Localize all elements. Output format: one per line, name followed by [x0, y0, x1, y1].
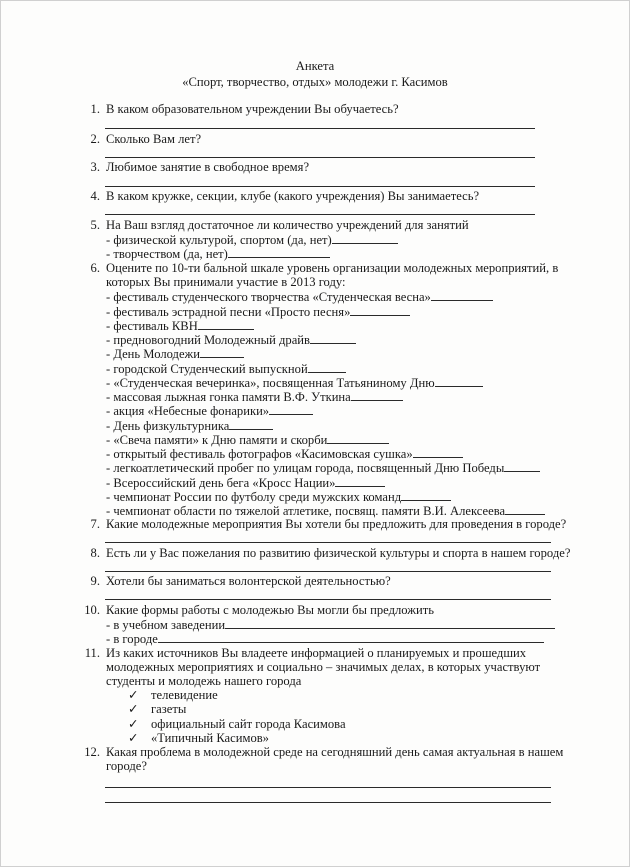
answer-blank[interactable] — [228, 246, 330, 258]
survey-subtitle: «Спорт, творчество, отдых» молодежи г. Касимов — [182, 75, 448, 89]
question-text: Есть ли у Вас пожелания по развитию физической культуры и спорта в нашем городе? — [106, 546, 571, 560]
answer-line[interactable] — [105, 571, 551, 572]
q6-item: - акция «Небесные фонарики» — [106, 403, 313, 418]
answer-line[interactable] — [105, 186, 535, 187]
question-number: 1. — [90, 102, 100, 116]
q6-item: - городской Студенческий выпускной — [106, 361, 346, 376]
answer-blank[interactable] — [505, 503, 545, 515]
question-number: 10. — [84, 603, 100, 617]
checkmark-icon[interactable]: ✓ — [128, 731, 139, 745]
question-text-cont: которых Вы принимали участие в 2013 году: — [106, 275, 346, 289]
question-text-cont: молодежных мероприятиях и социально – значимых делах, в которых участвуют — [106, 660, 541, 674]
checkmark-icon[interactable]: ✓ — [128, 717, 139, 731]
q5-option-creativity: - творчеством (да, нет) — [106, 246, 330, 261]
answer-line[interactable] — [105, 599, 551, 600]
q6-item: - предновогодний Молодежный драйв — [106, 332, 356, 347]
q6-item: - фестиваль студенческого творчества «Студенческая весна» — [106, 289, 493, 304]
question-text: Какие формы работы с молодежью Вы могли бы предложить — [106, 603, 434, 617]
q11-option: «Типичный Касимов» — [151, 731, 269, 745]
question-text: Сколько Вам лет? — [106, 132, 202, 146]
question-text-cont: городе? — [106, 759, 147, 773]
question-number: 5. — [90, 218, 100, 232]
answer-blank[interactable] — [401, 489, 451, 501]
q11-option: газеты — [151, 702, 187, 716]
q5-option-sport: - физической культурой, спортом (да, нет) — [106, 232, 398, 247]
answer-blank[interactable] — [198, 318, 254, 330]
q6-item: - легкоатлетический пробег по улицам города, посвященный Дню Победы — [106, 460, 540, 475]
answer-blank[interactable] — [332, 232, 398, 244]
answer-line[interactable] — [105, 542, 551, 543]
answer-blank[interactable] — [269, 403, 313, 415]
q6-item: - День Молодежи — [106, 346, 244, 361]
q11-option: официальный сайт города Касимова — [151, 717, 346, 731]
q6-item: - День физкультурника — [106, 418, 273, 433]
question-text: Из каких источников Вы владеете информацией о планируемых и прошедших — [106, 646, 527, 660]
answer-blank[interactable] — [350, 304, 410, 316]
answer-blank[interactable] — [158, 631, 544, 643]
checkmark-icon[interactable]: ✓ — [128, 702, 139, 716]
q6-item: - открытый фестиваль фотографов «Касимовская сушка» — [106, 446, 463, 461]
q10-option-school: - в учебном заведении — [106, 617, 555, 632]
answer-line[interactable] — [105, 802, 551, 803]
answer-blank[interactable] — [435, 375, 483, 387]
question-number: 9. — [90, 574, 100, 588]
question-text: Какие молодежные мероприятия Вы хотели бы предложить для проведения в городе? — [106, 517, 567, 531]
q11-option: телевидение — [151, 688, 218, 702]
answer-blank[interactable] — [327, 432, 389, 444]
q10-option-city: - в городе — [106, 631, 544, 646]
question-text: В каком кружке, секции, клубе (какого учреждения) Вы занимаетесь? — [106, 189, 480, 203]
answer-blank[interactable] — [310, 332, 356, 344]
question-text-cont: студенты и молодежь нашего города — [106, 674, 302, 688]
question-text: На Ваш взгляд достаточное ли количество учреждений для занятий — [106, 218, 469, 232]
question-text: В каком образовательном учреждении Вы обучаетесь? — [106, 102, 399, 116]
question-number: 7. — [90, 517, 100, 531]
question-number: 12. — [84, 745, 100, 759]
answer-line[interactable] — [105, 157, 535, 158]
question-number: 8. — [90, 546, 100, 560]
question-text: Какая проблема в молодежной среде на сегодняшний день самая актуальная в нашем — [106, 745, 564, 759]
question-number: 6. — [90, 261, 100, 275]
q6-item: - чемпионат области по тяжелой атлетике, посвящ. памяти В.И. Алексеева — [106, 503, 545, 518]
q6-item: - чемпионат России по футболу среди мужских команд — [106, 489, 451, 504]
answer-blank[interactable] — [413, 446, 463, 458]
question-text: Оцените по 10-ти бальной шкале уровень организации молодежных мероприятий, в — [106, 261, 559, 275]
answer-blank[interactable] — [431, 289, 493, 301]
answer-line[interactable] — [105, 787, 551, 788]
answer-blank[interactable] — [200, 346, 244, 358]
q6-item: - «Студенческая вечеринка», посвященная Татьяниному Дню — [106, 375, 483, 390]
checkmark-icon[interactable]: ✓ — [128, 688, 139, 702]
q6-item: - массовая лыжная гонка памяти В.Ф. Уткина — [106, 389, 403, 404]
question-number: 3. — [90, 160, 100, 174]
q6-item: - «Свеча памяти» к Дню памяти и скорби — [106, 432, 389, 447]
q6-item: - фестиваль эстрадной песни «Просто песня» — [106, 304, 410, 319]
question-number: 4. — [90, 189, 100, 203]
answer-blank[interactable] — [229, 418, 273, 430]
answer-line[interactable] — [105, 214, 535, 215]
question-number: 2. — [90, 132, 100, 146]
answer-blank[interactable] — [504, 460, 540, 472]
question-text: Хотели бы заниматься волонтерской деятельностью? — [106, 574, 391, 588]
answer-blank[interactable] — [351, 389, 403, 401]
answer-blank[interactable] — [308, 361, 346, 373]
answer-blank[interactable] — [225, 617, 555, 629]
q6-item: - Всероссийский день бега «Кросс Нации» — [106, 475, 385, 490]
answer-line[interactable] — [105, 128, 535, 129]
q6-item: - фестиваль КВН — [106, 318, 254, 333]
question-number: 11. — [84, 646, 100, 660]
answer-blank[interactable] — [335, 475, 385, 487]
question-text: Любимое занятие в свободное время? — [106, 160, 310, 174]
survey-title: Анкета — [295, 59, 335, 73]
